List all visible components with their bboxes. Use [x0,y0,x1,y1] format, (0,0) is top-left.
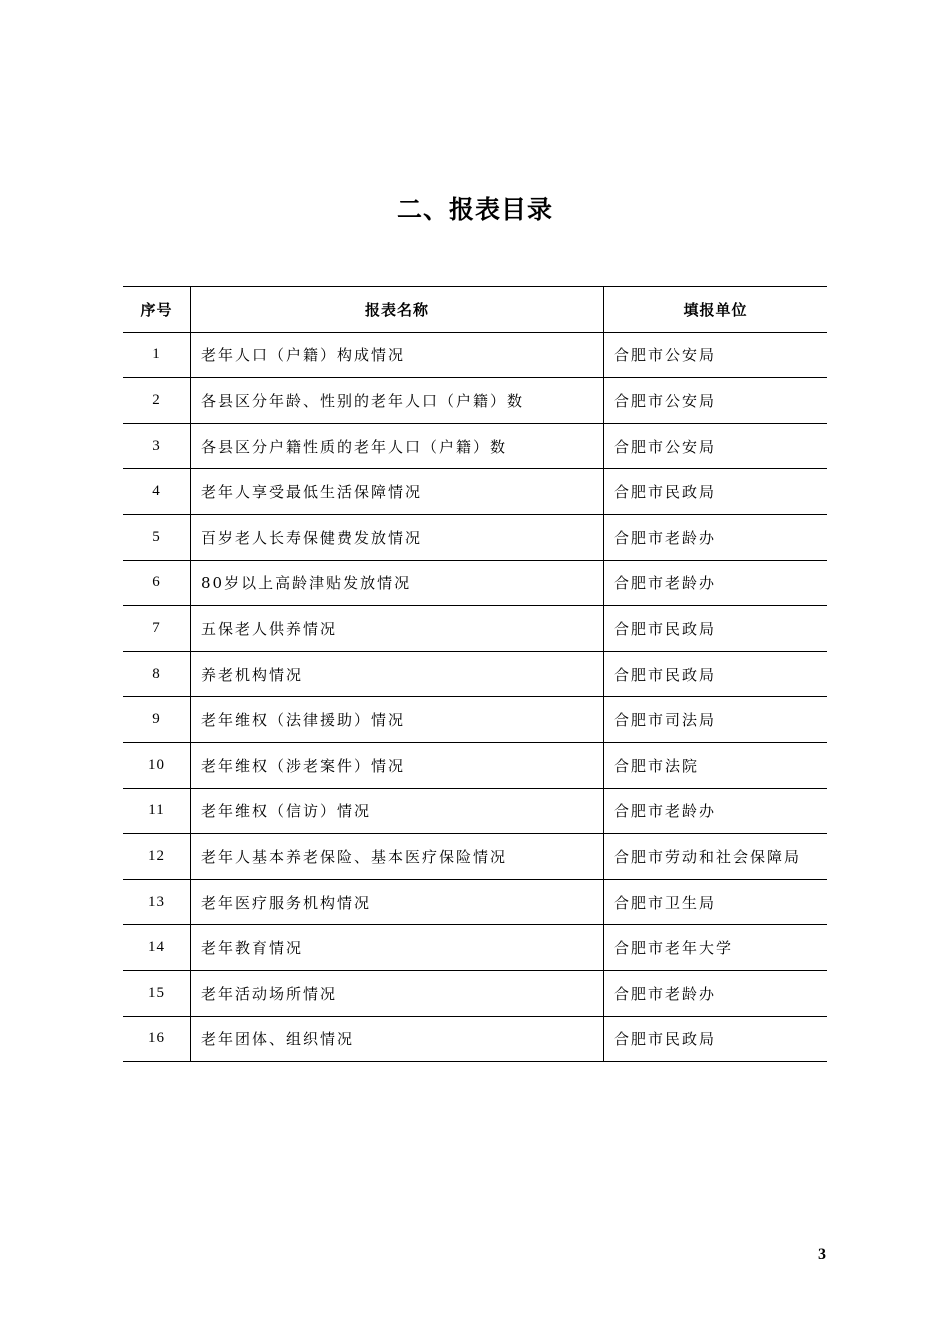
row-seq: 9 [123,697,191,743]
row-report-name: 五保老人供养情况 [191,606,604,652]
row-seq: 7 [123,606,191,652]
row-reporting-unit: 合肥市民政局 [604,1016,828,1062]
row-report-name: 80岁以上高龄津贴发放情况 [191,560,604,606]
row-reporting-unit: 合肥市老年大学 [604,925,828,971]
row-seq: 5 [123,514,191,560]
row-reporting-unit: 合肥市卫生局 [604,879,828,925]
row-seq: 2 [123,378,191,424]
table-row [123,423,827,469]
row-reporting-unit: 合肥市公安局 [604,423,828,469]
row-report-name: 老年人享受最低生活保障情况 [191,469,604,515]
row-seq: 6 [123,560,191,606]
row-report-name: 老年活动场所情况 [191,970,604,1016]
table-row [123,332,827,378]
row-reporting-unit: 合肥市公安局 [604,378,828,424]
row-reporting-unit: 合肥市公安局 [604,332,828,378]
row-seq: 8 [123,651,191,697]
row-seq: 10 [123,742,191,788]
table-row [123,834,827,880]
table-row [123,879,827,925]
row-report-name: 百岁老人长寿保健费发放情况 [191,514,604,560]
row-reporting-unit: 合肥市民政局 [604,606,828,652]
row-report-name: 各县区分年龄、性别的老年人口（户籍）数 [191,378,604,424]
row-report-name: 老年维权（涉老案件）情况 [191,742,604,788]
row-reporting-unit: 合肥市老龄办 [604,514,828,560]
table-row [123,378,827,424]
row-report-name: 老年维权（法律援助）情况 [191,697,604,743]
row-report-name: 老年维权（信访）情况 [191,788,604,834]
row-reporting-unit: 合肥市劳动和社会保障局 [604,834,828,880]
table-row [123,970,827,1016]
row-reporting-unit: 合肥市老龄办 [604,560,828,606]
report-catalog-table [123,286,827,1062]
row-report-name: 老年团体、组织情况 [191,1016,604,1062]
row-seq: 12 [123,834,191,880]
row-seq: 11 [123,788,191,834]
table-row [123,651,827,697]
table-body [123,332,827,1062]
row-seq: 3 [123,423,191,469]
row-reporting-unit: 合肥市司法局 [604,697,828,743]
row-seq: 1 [123,332,191,378]
row-seq: 16 [123,1016,191,1062]
row-seq: 15 [123,970,191,1016]
table-row [123,514,827,560]
row-seq: 4 [123,469,191,515]
row-seq: 14 [123,925,191,971]
table-header-row [123,287,827,333]
table-row [123,469,827,515]
table-row [123,925,827,971]
row-report-name: 老年教育情况 [191,925,604,971]
row-reporting-unit: 合肥市民政局 [604,469,828,515]
table-row [123,1016,827,1062]
table-row [123,560,827,606]
row-report-name: 各县区分户籍性质的老年人口（户籍）数 [191,423,604,469]
row-reporting-unit: 合肥市法院 [604,742,828,788]
header-reporting-unit: 填报单位 [604,287,828,333]
table-row [123,788,827,834]
row-seq: 13 [123,879,191,925]
row-report-name: 老年医疗服务机构情况 [191,879,604,925]
header-seq: 序号 [123,287,191,333]
table-row [123,697,827,743]
row-reporting-unit: 合肥市民政局 [604,651,828,697]
row-report-name: 养老机构情况 [191,651,604,697]
table-row [123,742,827,788]
row-reporting-unit: 合肥市老龄办 [604,970,828,1016]
page-number: 3 [818,1246,826,1263]
header-report-name: 报表名称 [191,287,604,333]
row-report-name: 老年人基本养老保险、基本医疗保险情况 [191,834,604,880]
row-reporting-unit: 合肥市老龄办 [604,788,828,834]
table-row [123,606,827,652]
row-report-name: 老年人口（户籍）构成情况 [191,332,604,378]
page-title: 二、报表目录 [396,195,553,224]
